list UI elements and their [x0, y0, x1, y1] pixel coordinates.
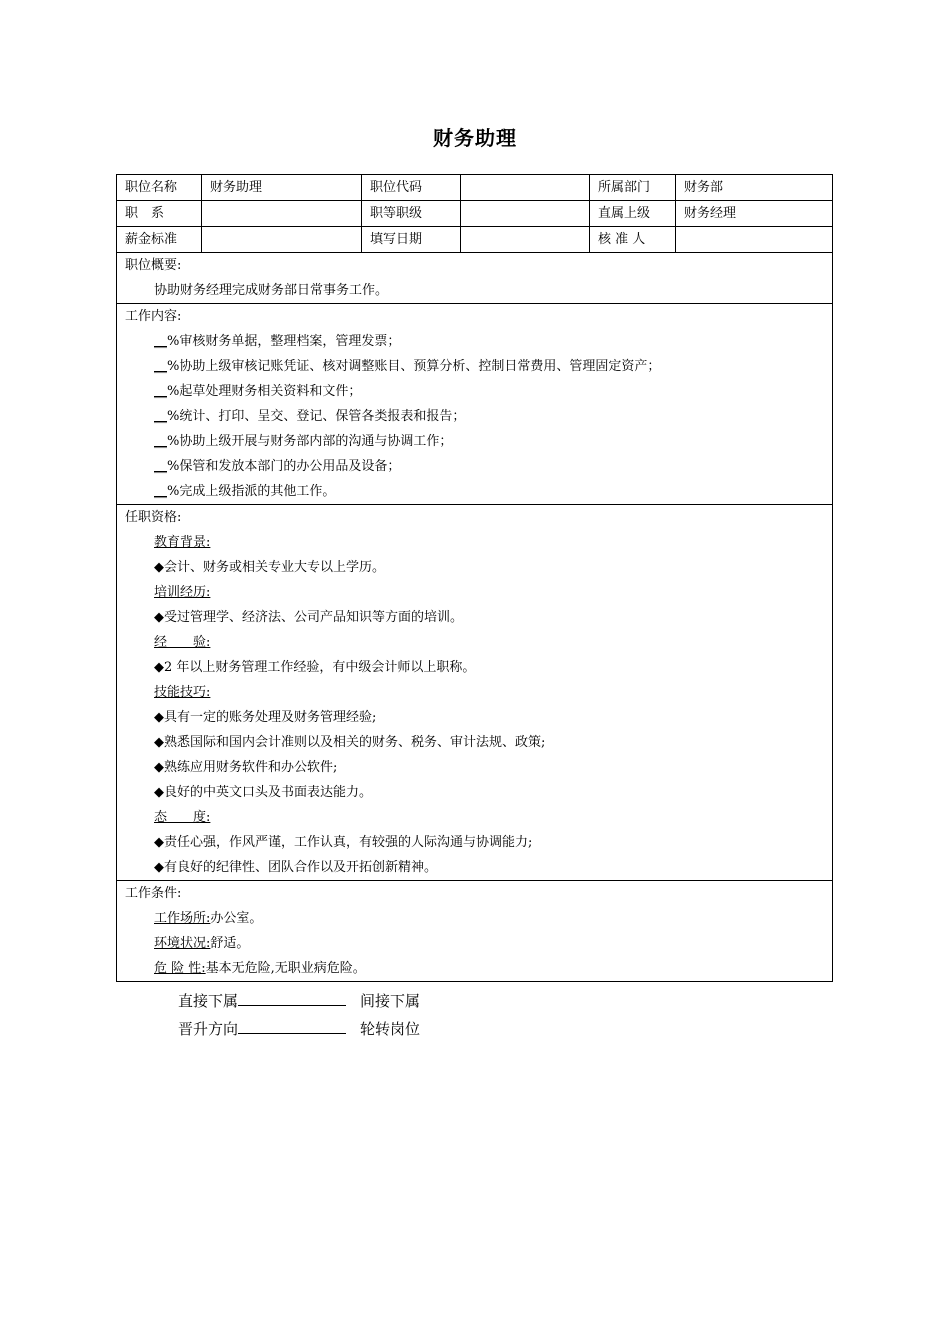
duty-item: [117, 454, 832, 479]
percent-blank: __: [154, 409, 167, 424]
value-grade: [461, 201, 590, 226]
label-position-name: 职位名称: [117, 175, 202, 200]
duty-text: %保管和发放本部门的办公用品及设备；: [167, 459, 401, 474]
group-title-text: 经 验:: [154, 635, 211, 650]
rotation-label: 轮转岗位: [360, 1020, 421, 1038]
direct-subordinate-blank: [238, 991, 346, 1006]
group-title-text: 培训经历:: [154, 585, 211, 600]
group-title-text: 态 度:: [154, 810, 211, 825]
label-supervisor: 直属上级: [590, 201, 676, 226]
qualifications-section: [117, 505, 832, 881]
job-description-form: [116, 174, 833, 982]
label-approver: 核 准 人: [590, 227, 676, 252]
percent-blank: __: [154, 484, 167, 499]
condition-item: [117, 906, 832, 931]
duty-item: [117, 429, 832, 454]
indirect-subordinate-label: 间接下属: [360, 992, 421, 1010]
label-fill-date: 填写日期: [362, 227, 461, 252]
page-title: 财务助理: [433, 126, 517, 150]
value-salary: [202, 227, 362, 252]
header-row: [117, 201, 832, 227]
duty-item: [117, 404, 832, 429]
percent-blank: __: [154, 359, 167, 374]
section-heading: 任职资格:: [125, 510, 182, 525]
section-heading: 工作条件:: [125, 886, 182, 901]
duty-text: %协助上级开展与财务部内部的沟通与协调工作；: [167, 434, 453, 449]
header-row: [117, 175, 832, 201]
summary-text: 协助财务经理完成财务部日常事务工作。: [154, 283, 389, 298]
qualification-group-title: [117, 580, 832, 605]
duty-item: [117, 479, 832, 504]
condition-value: 基本无危险,无职业病危险。: [205, 961, 366, 976]
condition-item: [117, 956, 832, 981]
condition-label: 危 险 性:: [154, 961, 206, 976]
qualification-item: ◆2 年以上财务管理工作经验，有中级会计师以上职称。: [154, 660, 476, 675]
value-fill-date: [461, 227, 590, 252]
label-department: 所属部门: [590, 175, 676, 200]
promotion-blank: [238, 1019, 346, 1034]
duties-section: [117, 304, 832, 505]
percent-blank: __: [154, 434, 167, 449]
duty-item: [117, 354, 832, 379]
footer-subordinates: [178, 990, 420, 1011]
condition-label: 环境状况:: [154, 936, 211, 951]
qualification-item: ◆有良好的纪律性、团队合作以及开拓创新精神。: [154, 860, 437, 875]
qualification-group-title: [117, 630, 832, 655]
qualification-item: ◆良好的中英文口头及书面表达能力。: [154, 785, 372, 800]
label-grade: 职等职级: [362, 201, 461, 226]
group-title-text: 技能技巧:: [154, 685, 211, 700]
conditions-section: [117, 881, 832, 981]
qualification-item: ◆会计、财务或相关专业大专以上学历。: [154, 560, 385, 575]
duty-text: %协助上级审核记账凭证、核对调整账目、预算分析、控制日常费用、管理固定资产；: [167, 359, 661, 374]
label-position-code: 职位代码: [362, 175, 461, 200]
percent-blank: __: [154, 334, 167, 349]
value-approver: [676, 227, 832, 252]
direct-subordinate-label: 直接下属: [178, 992, 239, 1010]
qualification-group-title: [117, 805, 832, 830]
value-supervisor: 财务经理: [684, 206, 737, 221]
qualification-group-title: [117, 680, 832, 705]
value-position-name: 财务助理: [202, 175, 362, 200]
qualification-item: ◆受过管理学、经济法、公司产品知识等方面的培训。: [154, 610, 463, 625]
percent-blank: __: [154, 459, 167, 474]
value-job-family: [202, 201, 362, 226]
duty-item: [117, 329, 832, 354]
duty-item: [117, 379, 832, 404]
label-salary: 薪金标准: [117, 227, 202, 252]
section-heading: 职位概要:: [125, 258, 182, 273]
section-heading: 工作内容:: [125, 309, 182, 324]
duty-text: %统计、打印、呈交、登记、保管各类报表和报告；: [167, 409, 466, 424]
group-title-text: 教育背景:: [154, 535, 211, 550]
condition-value: 舒适。: [210, 936, 250, 951]
qualification-group-title: [117, 530, 832, 555]
summary-section: [117, 253, 832, 304]
header-row: [117, 227, 832, 253]
value-department: 财务部: [684, 180, 724, 195]
condition-value: 办公室。: [210, 911, 263, 926]
promotion-label: 晋升方向: [178, 1020, 239, 1038]
duty-text: %审核财务单据，整理档案，管理发票；: [167, 334, 401, 349]
qualification-item: ◆熟练应用财务软件和办公软件;: [154, 760, 338, 775]
condition-label: 工作场所:: [154, 911, 211, 926]
duty-text: %完成上级指派的其他工作。: [167, 484, 336, 499]
duty-text: %起草处理财务相关资料和文件；: [167, 384, 362, 399]
qualification-item: ◆责任心强，作风严谨，工作认真，有较强的人际沟通与协调能力;: [154, 835, 533, 850]
qualification-item: ◆熟悉国际和国内会计准则以及相关的财务、税务、审计法规、政策;: [154, 735, 546, 750]
condition-item: [117, 931, 832, 956]
value-position-code: [461, 175, 590, 200]
footer-career: [178, 1018, 420, 1039]
percent-blank: __: [154, 384, 167, 399]
qualification-item: ◆具有一定的账务处理及财务管理经验;: [154, 710, 377, 725]
label-job-family: 职 系: [117, 201, 202, 226]
